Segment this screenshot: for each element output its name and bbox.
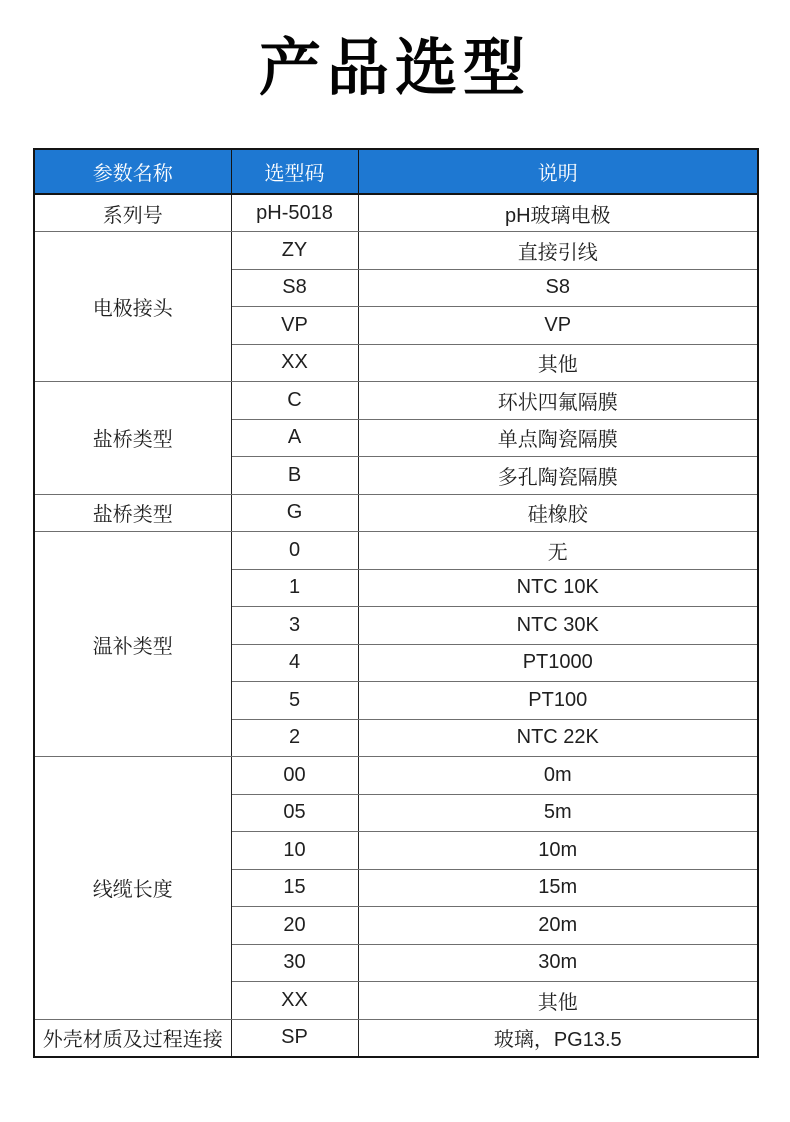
desc-cell: 多孔陶瓷隔膜 [358, 457, 758, 495]
desc-cell: NTC 22K [358, 719, 758, 757]
table-row [34, 232, 758, 270]
table-body [34, 194, 758, 1057]
desc-cell: 硅橡胶 [358, 494, 758, 532]
desc-cell: PT1000 [358, 644, 758, 682]
code-cell: C [231, 382, 358, 420]
code-cell: S8 [231, 269, 358, 307]
header-param-name: 参数名称 [34, 149, 231, 194]
desc-cell: 其他 [358, 344, 758, 382]
code-cell: 30 [231, 944, 358, 982]
header-description: 说明 [358, 149, 758, 194]
param-cell: 盐桥类型 [34, 494, 231, 532]
code-cell: 3 [231, 607, 358, 645]
code-cell: 20 [231, 907, 358, 945]
desc-cell: 玻璃，PG13.5 [358, 1019, 758, 1057]
table-header [34, 149, 758, 194]
param-cell: 外壳材质及过程连接 [34, 1019, 231, 1057]
code-cell: 1 [231, 569, 358, 607]
desc-cell: 15m [358, 869, 758, 907]
header-row [34, 149, 758, 194]
code-cell: pH-5018 [231, 194, 358, 232]
code-cell: XX [231, 344, 358, 382]
desc-cell: 直接引线 [358, 232, 758, 270]
code-cell: 15 [231, 869, 358, 907]
desc-cell: NTC 10K [358, 569, 758, 607]
code-cell: 5 [231, 682, 358, 720]
desc-cell: 10m [358, 832, 758, 870]
param-cell: 电极接头 [34, 232, 231, 382]
page [0, 32, 790, 1122]
table-row [34, 382, 758, 420]
code-cell: 0 [231, 532, 358, 570]
desc-cell: NTC 30K [358, 607, 758, 645]
desc-cell: 20m [358, 907, 758, 945]
code-cell: 2 [231, 719, 358, 757]
code-cell: 10 [231, 832, 358, 870]
desc-cell: pH玻璃电极 [358, 194, 758, 232]
header-selection-code: 选型码 [231, 149, 358, 194]
desc-cell: 5m [358, 794, 758, 832]
desc-cell: 环状四氟隔膜 [358, 382, 758, 420]
param-cell: 系列号 [34, 194, 231, 232]
table-row [34, 494, 758, 532]
product-selection-table [33, 148, 759, 1058]
code-cell: 00 [231, 757, 358, 795]
code-cell: A [231, 419, 358, 457]
desc-cell: 0m [358, 757, 758, 795]
desc-cell: S8 [358, 269, 758, 307]
table-row [34, 532, 758, 570]
code-cell: G [231, 494, 358, 532]
desc-cell: 无 [358, 532, 758, 570]
table-row [34, 194, 758, 232]
table-row [34, 1019, 758, 1057]
desc-cell: VP [358, 307, 758, 345]
table-row [34, 757, 758, 795]
desc-cell: 单点陶瓷隔膜 [358, 419, 758, 457]
code-cell: SP [231, 1019, 358, 1057]
code-cell: 4 [231, 644, 358, 682]
param-cell: 线缆长度 [34, 757, 231, 1020]
desc-cell: 其他 [358, 982, 758, 1020]
code-cell: 05 [231, 794, 358, 832]
desc-cell: 30m [358, 944, 758, 982]
code-cell: ZY [231, 232, 358, 270]
desc-cell: PT100 [358, 682, 758, 720]
param-cell: 盐桥类型 [34, 382, 231, 495]
page-title: 产品选型 [258, 34, 531, 103]
code-cell: B [231, 457, 358, 495]
code-cell: XX [231, 982, 358, 1020]
param-cell: 温补类型 [34, 532, 231, 757]
code-cell: VP [231, 307, 358, 345]
